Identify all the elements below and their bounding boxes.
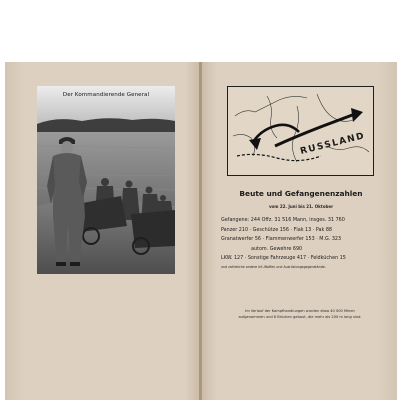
stats-line-prisoners: Gefangene: 244 Offz. 31 516 Mann, insges. 31 760 (221, 217, 345, 223)
front-map (227, 86, 374, 176)
statistics-block (221, 216, 391, 271)
stats-line-rifles: autom. Gewehre 690 (251, 245, 303, 252)
stats-line-equipment: und zahlreiche andere Inf.-Waffen und Ausrüstungsgegenstände. (221, 264, 326, 269)
report-title: Beute und Gefangenenzahlen (239, 189, 363, 198)
report-subtitle: vom 22. Juni bis 21. Oktober (268, 204, 334, 209)
stats-line-tanks: Panzer 210 · Geschütze 156 · Flak 13 · Pak 88 (221, 226, 333, 233)
general-photo (37, 86, 175, 274)
stats-line-mortars: Granatwerfer 56 · Flammenwerfer 153 · M.G. 323 (221, 236, 342, 243)
photo-caption: Der Kommandierende General (62, 92, 150, 98)
map-country-label: RUSSLAND (299, 131, 367, 157)
photo-image (37, 86, 175, 274)
footnote-line-2: aufgenommen und 6 Brücken gebaut, die mehr als 200 m lang sind. (238, 315, 362, 320)
footnote-line-1: Im Verlauf der Kampfhandlungen wurden etwa 40 000 Minen (245, 309, 355, 313)
footnote (222, 308, 378, 321)
book-spine (199, 62, 202, 400)
stats-line-vehicles: LKW. 127 · Sonstige Fahrzeuge 417 · Feldküchen 15 (221, 255, 346, 262)
